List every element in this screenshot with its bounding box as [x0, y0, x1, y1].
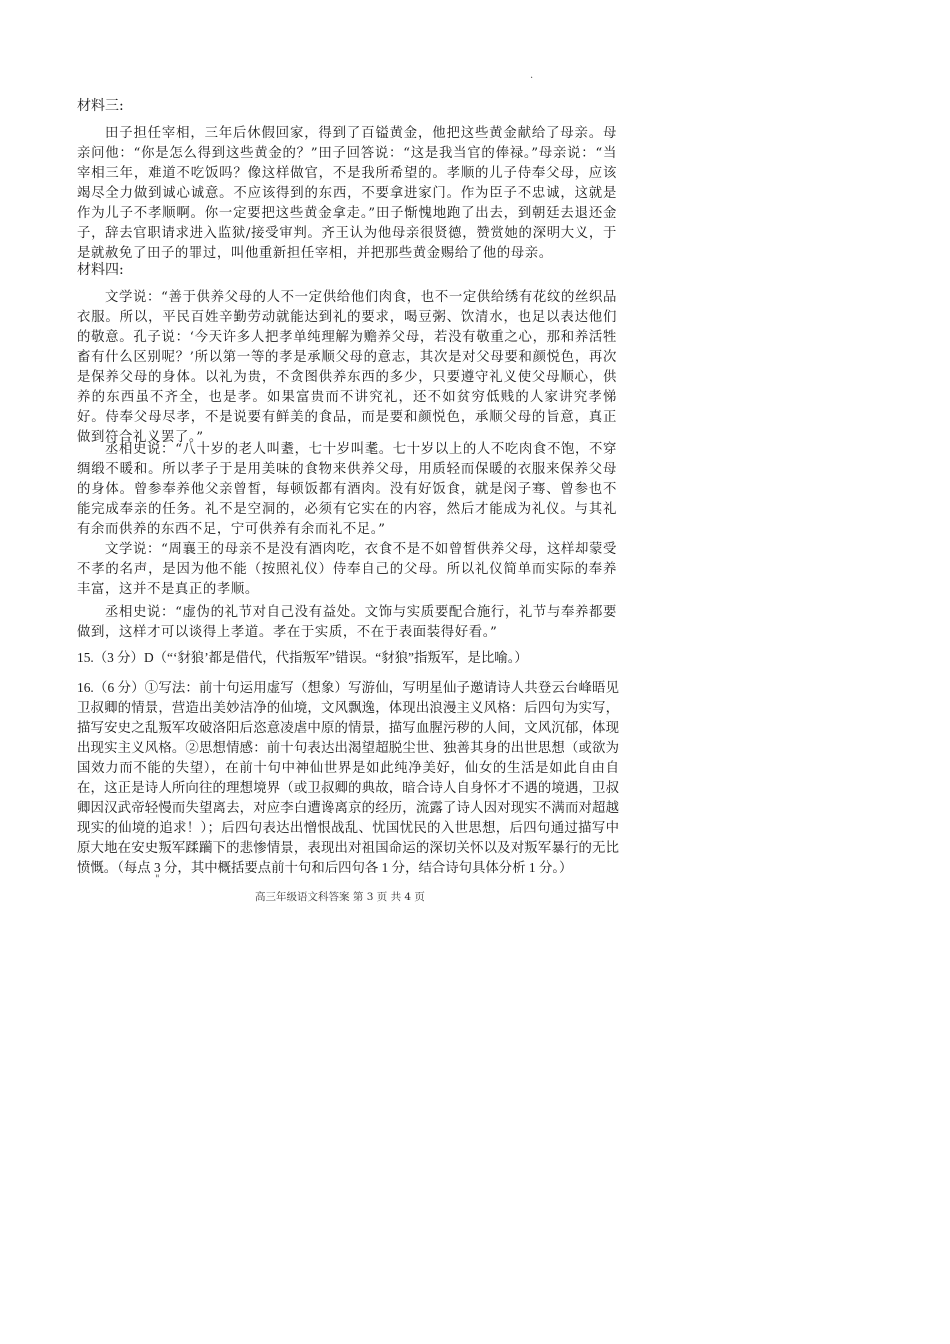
material4-paragraph-4: 丞相史说：“虚伪的礼节对自己没有益处。文饰与实质要配合施行，礼节与奉养都要做到，这样才可以谈得上孝道。孝在于实质，不在于表面装得好看。”	[77, 605, 617, 640]
scan-mark: "	[155, 874, 160, 885]
material3-label: 材料三:	[77, 98, 124, 114]
material4-paragraph-1: 文学说：“善于供养父母的人不一定供给他们肉食，也不一定供给绣有花纹的丝织品衣服。所以，平民百姓辛勤劳动就能达到礼的要求，喝豆粥、饮清水，也足以表达他们的敬意。孔子说：‘今天许多人把孝单纯理解为赡养父母，若没有敬重之心，那和养活牲畜有什么区别呢？’所以第一等的孝是承顺父母的意志，其次是对父母要和颜悦色，再次是保养父母的身体。以礼为贵，不贪图供养东西的多少，只要遵守礼义使父母顺心，供养的东西虽不齐全，也是孝。如果富贵而不讲究礼，还不如贫穷低贱的人家讲究孝悌好。侍奉父母尽孝，不是说要有鲜美的食品，而是要和颜悦色，承顺父母的旨意，真正做到符合礼义罢了。”	[77, 290, 617, 445]
answer-q16: 16.（6 分）①写法：前十句运用虚写（想象）写游仙，写明星仙子邀请诗人共登云台峰晤见卫叔卿的情景，营造出美妙洁净的仙境，文风飘逸，体现出浪漫主义风格：后四句为实写，描写安史之乱叛军攻破洛阳后恣意凌虐中原的情景，描写血腥污秽的人间，文风沉郁，体现出现实主义风格。②思想情感：前十句表达出渴望超脱尘世、独善其身的出世思想（或欲为国效力而不能的失望），在前十句中神仙世界是如此纯净美好，仙女的生活是如此自由自在，这正是诗人所向往的理想境界（或卫叔卿的典故，暗合诗人自身怀才不遇的境遇，卫叔卿因汉武帝轻慢而失望离去，对应李白遭谗离京的经历，流露了诗人因对现实不满而对超越现实的仙境的追求！）；后四句表达出憎恨战乱、忧国忧民的入世思想，后四句通过描写中原大地在安史叛军蹂躏下的悲惨情景，表现出对祖国命运的深切关怀以及对叛军暴行的无比愤慨。（每点 3 分，其中概括要点前十句和后四句各 1 分，结合诗句具体分析 1 分。）	[77, 680, 619, 875]
material3-paragraph: 田子担任宰相，三年后休假回家，得到了百镒黄金，他把这些黄金献给了母亲。母亲问他：“你是怎么得到这些黄金的？”田子回答说：“这是我当官的俸禄。”母亲说：“当宰相三年，难道不吃饭吗？像这样做官，不是我所希望的。孝顺的儿子侍奉父母，应该竭尽全力做到诚心诚意。不应该得到的东西，不要拿进家门。作为臣子不忠诚，这就是作为儿子不孝顺啊。你一定要把这些黄金拿走。”田子惭愧地跑了出去，到朝廷去退还金子，辞去官职请求进入监狱/接受审判。齐王认为他母亲很贤德，赞赏她的深明大义，于是就赦免了田子的罪过，叫他重新担任宰相，并把那些黄金赐给了他的母亲。	[77, 126, 617, 261]
material4-label: 材料四:	[77, 262, 124, 278]
material4-paragraph-2: 丞相史说：“八十岁的老人叫耋，七十岁叫耄。七十岁以上的人不吃肉食不饱，不穿绸缎不暖和。所以孝子于是用美味的食物来供养父母，用质轻而保暖的衣服来保养父母的身体。曾参奉养他父亲曾皙，每顿饭都有酒肉。没有好饭食，就是闵子骞、曾参也不能完成奉亲的任务。礼不是空洞的，必须有它实在的内容，然后才能成为礼仪。与其礼有余而供养的东西不足，宁可供养有余而礼不足。”	[77, 442, 617, 537]
page-footer: 高三年级语文科答案 第 3 页 共 4 页	[255, 891, 425, 903]
scan-mark: .	[530, 70, 534, 81]
material4-paragraph-3: 文学说：“周襄王的母亲不是没有酒肉吃，衣食不是不如曾皙供养父母，这样却蒙受不孝的名声，是因为他不能（按照礼仪）侍奉自己的父母。所以礼仪简单而实际的奉养丰富，这并不是真正的孝顺。	[77, 542, 617, 597]
answer-q15: 15.（3 分）D（“‘豺狼’都是借代，代指叛军”错误。“豺狼”指叛军，是比喻。）	[77, 650, 528, 665]
